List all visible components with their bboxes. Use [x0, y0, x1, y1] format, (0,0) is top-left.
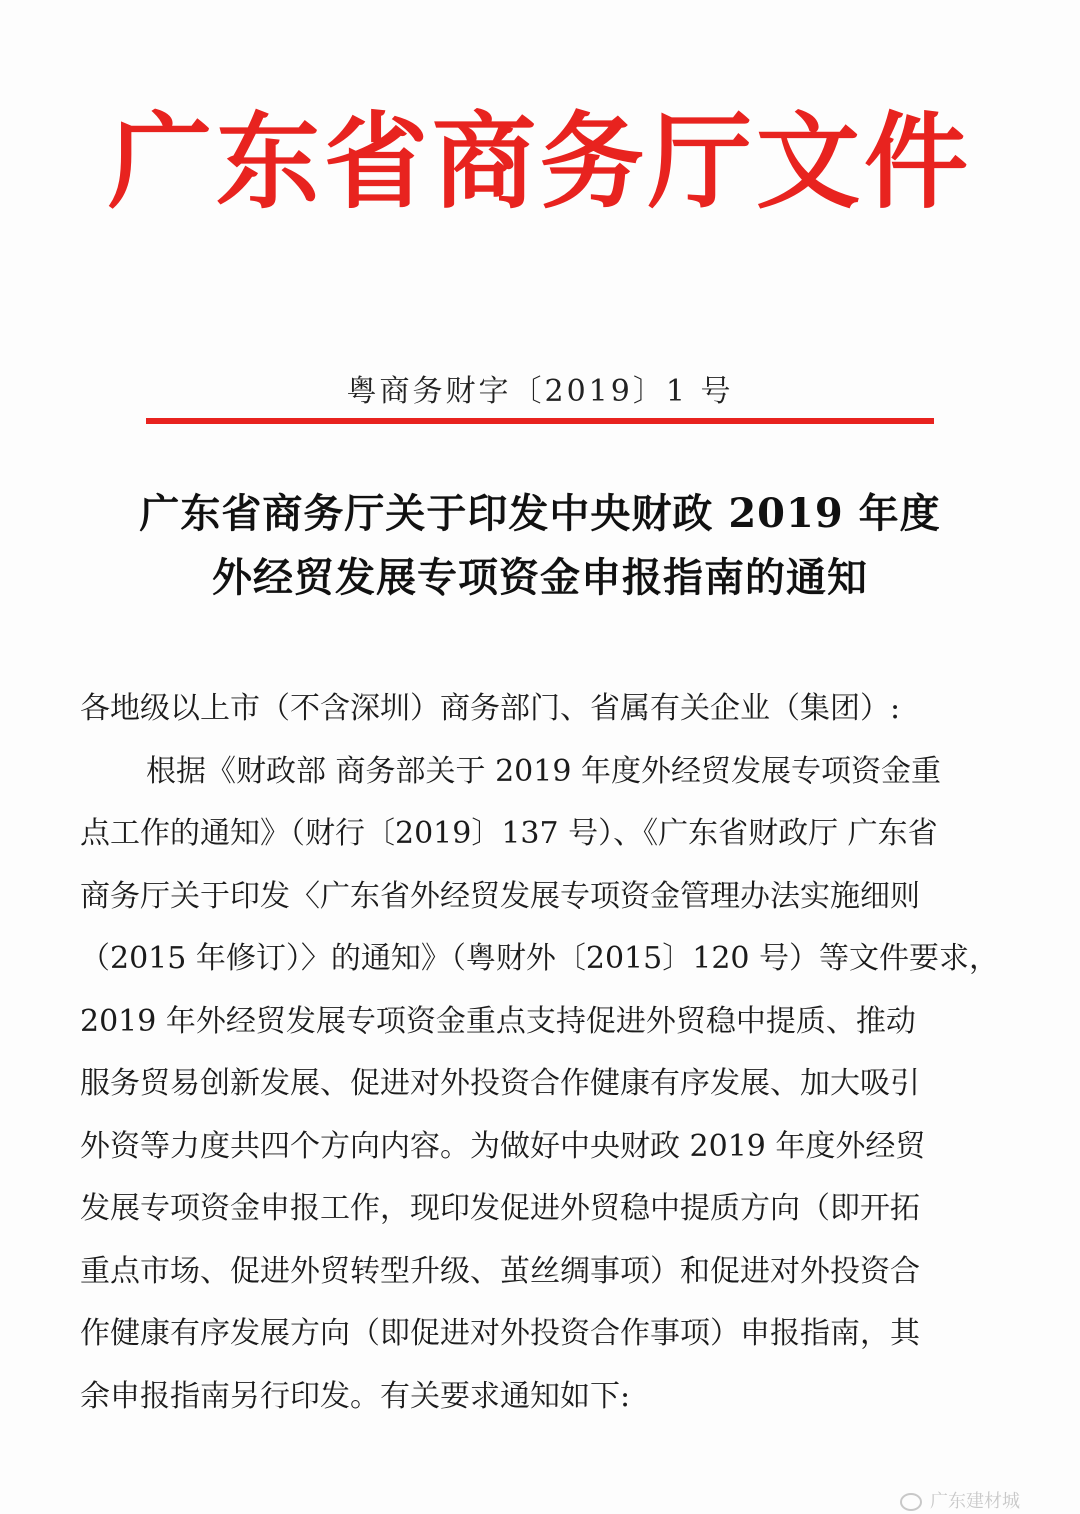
masthead-title: 广东省商务厅文件	[107, 100, 972, 223]
title-line-2: 外经贸发展专项资金申报指南的通知	[212, 554, 868, 601]
document-body	[80, 678, 1000, 1428]
wechat-icon	[900, 1493, 922, 1511]
body-line-9: 重点市场、促进外贸转型升级、茧丝绸事项）和促进对外投资合	[80, 1253, 920, 1289]
watermark-text: 广东建材城	[930, 1491, 1020, 1512]
title-line-1: 广东省商务厅关于印发中央财政 2019 年度	[139, 490, 941, 537]
body-line-5: 2019 年外经贸发展专项资金重点支持促进外贸稳中提质、推动	[80, 1003, 916, 1039]
body-line-6: 服务贸易创新发展、促进对外投资合作健康有序发展、加大吸引	[80, 1066, 920, 1101]
red-divider-line	[146, 418, 934, 424]
document-number: 粤商务财字〔2019〕1 号	[346, 374, 734, 409]
document-title	[40, 482, 1040, 610]
body-line-7: 外资等力度共四个方向内容。为做好中央财政 2019 年度外经贸	[80, 1128, 926, 1164]
watermark	[900, 1490, 1080, 1514]
body-line-2: 点工作的通知》（财行〔2019〕137 号）、《广东省财政厅 广东省	[80, 816, 938, 851]
body-line-11: 余申报指南另行印发。有关要求通知如下:	[80, 1378, 631, 1414]
body-line-1: 根据《财政部 商务部关于 2019 年度外经贸发展专项资金重	[146, 753, 941, 789]
body-line-8: 发展专项资金申报工作，现印发促进外贸稳中提质方向（即开拓	[80, 1191, 920, 1226]
recipient-line: 各地级以上市（不含深圳）商务部门、省属有关企业（集团）:	[80, 691, 901, 726]
body-line-10: 作健康有序发展方向（即促进对外投资合作事项）申报指南，其	[80, 1316, 920, 1351]
body-line-4: （2015 年修订）〉的通知》（粤财外〔2015〕120 号）等文件要求，	[80, 941, 1000, 976]
body-line-3: 商务厅关于印发〈广东省外经贸发展专项资金管理办法实施细则	[80, 878, 920, 914]
